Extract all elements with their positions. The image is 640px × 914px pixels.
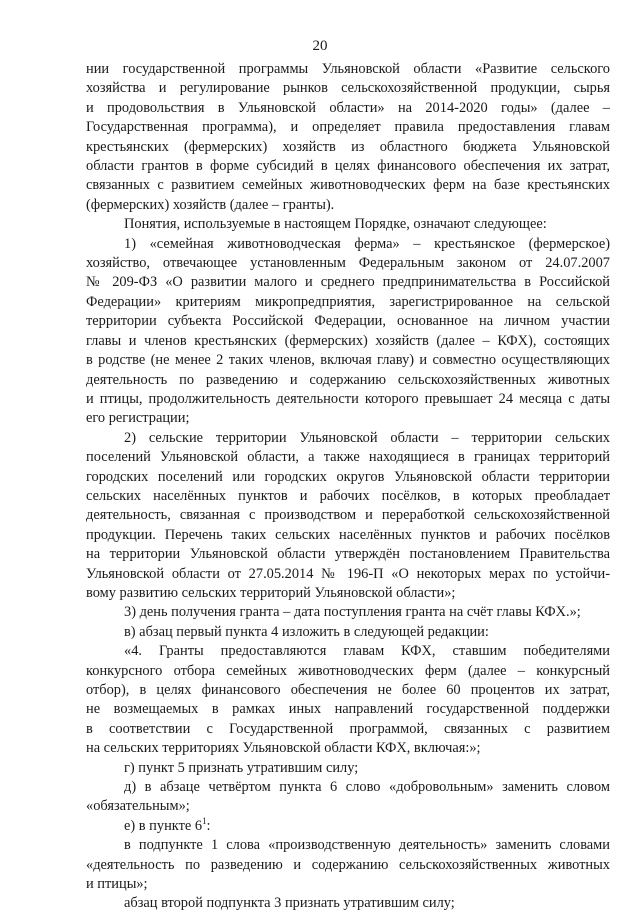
text-line: абзац второй подпункта 3 признать утратившим силу;	[124, 895, 455, 912]
text-line	[86, 817, 610, 836]
text-line: г) пункт 5 признать утратившим силу;	[124, 759, 359, 776]
text-fragment: е) в пункте 6	[124, 817, 203, 834]
text-line: области грантов в форме субсидий в целях финансового обеспечения их затрат,	[86, 158, 610, 175]
text-line: городских поселений или городских округов Ульяновской области территории	[86, 468, 610, 485]
text-line: не возмещаемых в рамках иных направлений государственной поддержки	[86, 701, 610, 718]
text-line: хозяйства и регулирование рынков сельскохозяйственной продукции, сырья	[86, 80, 610, 97]
text-line: 2) сельские территории Ульяновской области – территории сельских	[124, 429, 610, 446]
text-line: связанных с развитием семейных животноводческих ферм на базе крестьянских	[86, 177, 610, 194]
text-line: его регистрации;	[86, 410, 190, 427]
text-line: конкурсного отбора семейных животноводческих ферм (далее – конкурсный	[86, 662, 610, 679]
text-line: вому развитию сельских территорий Ульяновской области»;	[86, 584, 456, 601]
text-line: № 209-ФЗ «О развитии малого и среднего предпринимательства в Российской	[86, 274, 610, 291]
text-line: на территории Ульяновской области утверждён постановлением Правительства	[86, 546, 610, 563]
text-line: Понятия, используемые в настоящем Порядке, означают следующее:	[124, 216, 547, 233]
text-line: Государственная программа), и определяет правила предоставления главам	[86, 119, 610, 136]
document-body	[86, 60, 610, 914]
superscript: 1	[202, 816, 207, 827]
text-line: в подпункте 1 слова «производственную деятельность» заменить словами	[124, 837, 610, 854]
text-line: территории субъекта Российской Федерации, основанное на личном участии	[86, 313, 610, 330]
text-line: в) абзац первый пункта 4 изложить в следующей редакции:	[124, 623, 489, 640]
text-line: 1) «семейная животноводческая ферма» – крестьянское (фермерское)	[124, 235, 610, 252]
text-line: главы и членов крестьянских (фермерских) хозяйств (далее – КФХ), состоящих	[86, 332, 610, 349]
text-fragment: :	[206, 817, 211, 834]
text-line: Ульяновской области от 27.05.2014 № 196-П «О некоторых мерах по устойчи-	[86, 565, 610, 582]
text-line: деятельность, связанная с производством и переработкой сельскохозяйственной	[86, 507, 610, 524]
text-line: «деятельность по разведению и содержанию сельскохозяйственных животных	[86, 856, 610, 873]
text-line: и птицы, продолжительность деятельности которого превышает 24 месяца с даты	[86, 390, 610, 407]
text-line: д) в абзаце четвёртом пункта 6 слово «добровольным» заменить словом	[124, 779, 610, 796]
text-line: в родстве (не менее 2 таких членов, включая главу) и совместно осуществляющих	[86, 352, 610, 369]
text-line: деятельность по разведению и содержанию сельскохозяйственных животных	[86, 371, 610, 388]
text-line: нии государственной программы Ульяновской области «Развитие сельского	[86, 61, 610, 77]
text-line: на сельских территориях Ульяновской области КФХ, включая:»;	[86, 740, 481, 757]
text-line: отбор), в целях финансового обеспечения не более 60 процентов их затрат,	[86, 682, 610, 698]
text-line: хозяйство, отвечающее установленным Федеральным законом от 24.07.2007	[86, 255, 610, 272]
text-line: и продовольствия в Ульяновской области» на 2014-2020 годы» (далее –	[86, 99, 610, 116]
text-line: и птицы»;	[86, 876, 148, 893]
text-line: Федерации» критериям микропредприятия, зарегистрированное на сельской	[86, 293, 610, 310]
text-line: (фермерских) хозяйств (далее – гранты).	[86, 196, 335, 213]
text-line: поселений Ульяновской области, а также находящиеся в границах территорий	[86, 449, 610, 466]
text-line: «обязательным»;	[86, 798, 190, 815]
text-line: в соответствии с Государственной программой, связанных с развитием	[86, 720, 610, 737]
text-line: 3) день получения гранта – дата поступления гранта на счёт главы КФХ.»;	[124, 604, 581, 621]
page-number: 20	[312, 38, 328, 54]
text-line: крестьянских (фермерских) хозяйств из областного бюджета Ульяновской	[86, 138, 610, 155]
text-line: продукции. Перечень таких сельских населённых пунктов и рабочих посёлков	[86, 526, 610, 543]
text-line: сельских населённых пунктов и рабочих посёлков, в которых преобладает	[86, 487, 610, 504]
text-line: «4. Гранты предоставляются главам КФХ, ставшим победителями	[124, 643, 610, 660]
